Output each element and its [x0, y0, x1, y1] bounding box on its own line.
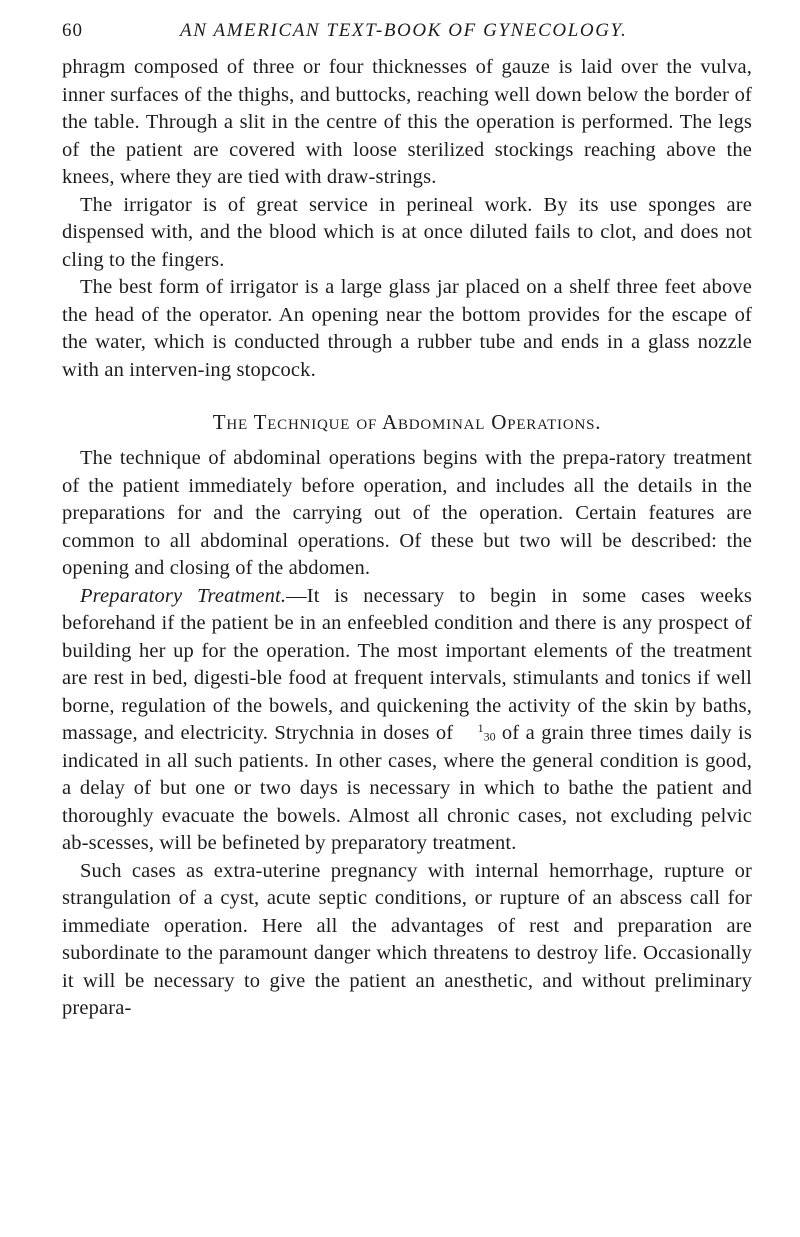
paragraph-preparatory-treatment [62, 583, 752, 858]
dose-fraction [460, 722, 496, 742]
paragraph-irrigator-form: The best form of irrigator is a large glass jar placed on a shelf three feet above the head of the operator. An opening near the bottom provides for the escape of the water, which is conducted through a rubber tube and ends in a glass nozzle with an interven-ing stopcock. [62, 276, 752, 381]
book-page [62, 18, 752, 1023]
preparatory-text-b: of a grain three times daily is indicated in all such patients. In other cases, where the general condition is good, a delay of but one or two days is necessary in which to bathe the patient and thoroughly evacuate the bowels. Almost all chronic cases, not excluding pelvic ab-scesses, will be befineted by preparatory treatment. [62, 722, 753, 854]
preparatory-text-a: —It is necessary to begin in some cases weeks beforehand if the patient be in an enfeebled condition and there is any prospect of building her up for the operation. The most important elements of the treatment are rest in bed, digesti-ble food at frequent intervals, stimulants and tonics if well borne, regulation of the bowels, and quickening the activity of the skin by baths, massage, and electricity. Strychnia in doses of [62, 584, 752, 744]
running-title: AN AMERICAN TEXT-BOOK OF GYNECOLOGY. [180, 20, 628, 41]
paragraph-continued: phragm composed of three or four thicknesses of gauze is laid over the vulva, inner surfaces of the thighs, and buttocks, reaching well down below the border of the table. Through a slit in the centre of this the operation is performed. The legs of the patient are covered with loose sterilized stockings reaching above the knees, where they are tied with draw-strings. [62, 56, 752, 188]
preparatory-treatment-heading: Preparatory Treatment. [80, 584, 287, 607]
page-number: 60 [62, 20, 83, 41]
fraction-denominator: 30 [483, 729, 496, 744]
section-title: The Technique of Abdominal Operations. [212, 410, 602, 434]
paragraph-technique-intro: The technique of abdominal operations begins with the prepa-ratory treatment of the patient immediately before operation, and includes all the details in the preparations for and the carrying out of the operation. Certain features are common to all abdominal operations. Of these but two will be described: the opening and closing of the abdomen. [62, 447, 752, 579]
running-header [62, 18, 752, 54]
paragraph-irrigator-service: The irrigator is of great service in perineal work. By its use sponges are dispensed with, and the blood which is at once diluted fails to clot, and does not cling to the fingers. [62, 193, 752, 271]
paragraph-immediate-operation: Such cases as extra-uterine pregnancy with internal hemorrhage, rupture or strangulation of a cyst, acute septic conditions, or rupture of an abscess call for immediate operation. Here all the advantages of rest and preparation are subordinate to the paramount danger which threatens to destroy life. Occasionally it will be necessary to give the patient an anesthetic, and without preliminary prepara- [62, 859, 752, 1019]
fraction-numerator: 1 [477, 721, 484, 735]
